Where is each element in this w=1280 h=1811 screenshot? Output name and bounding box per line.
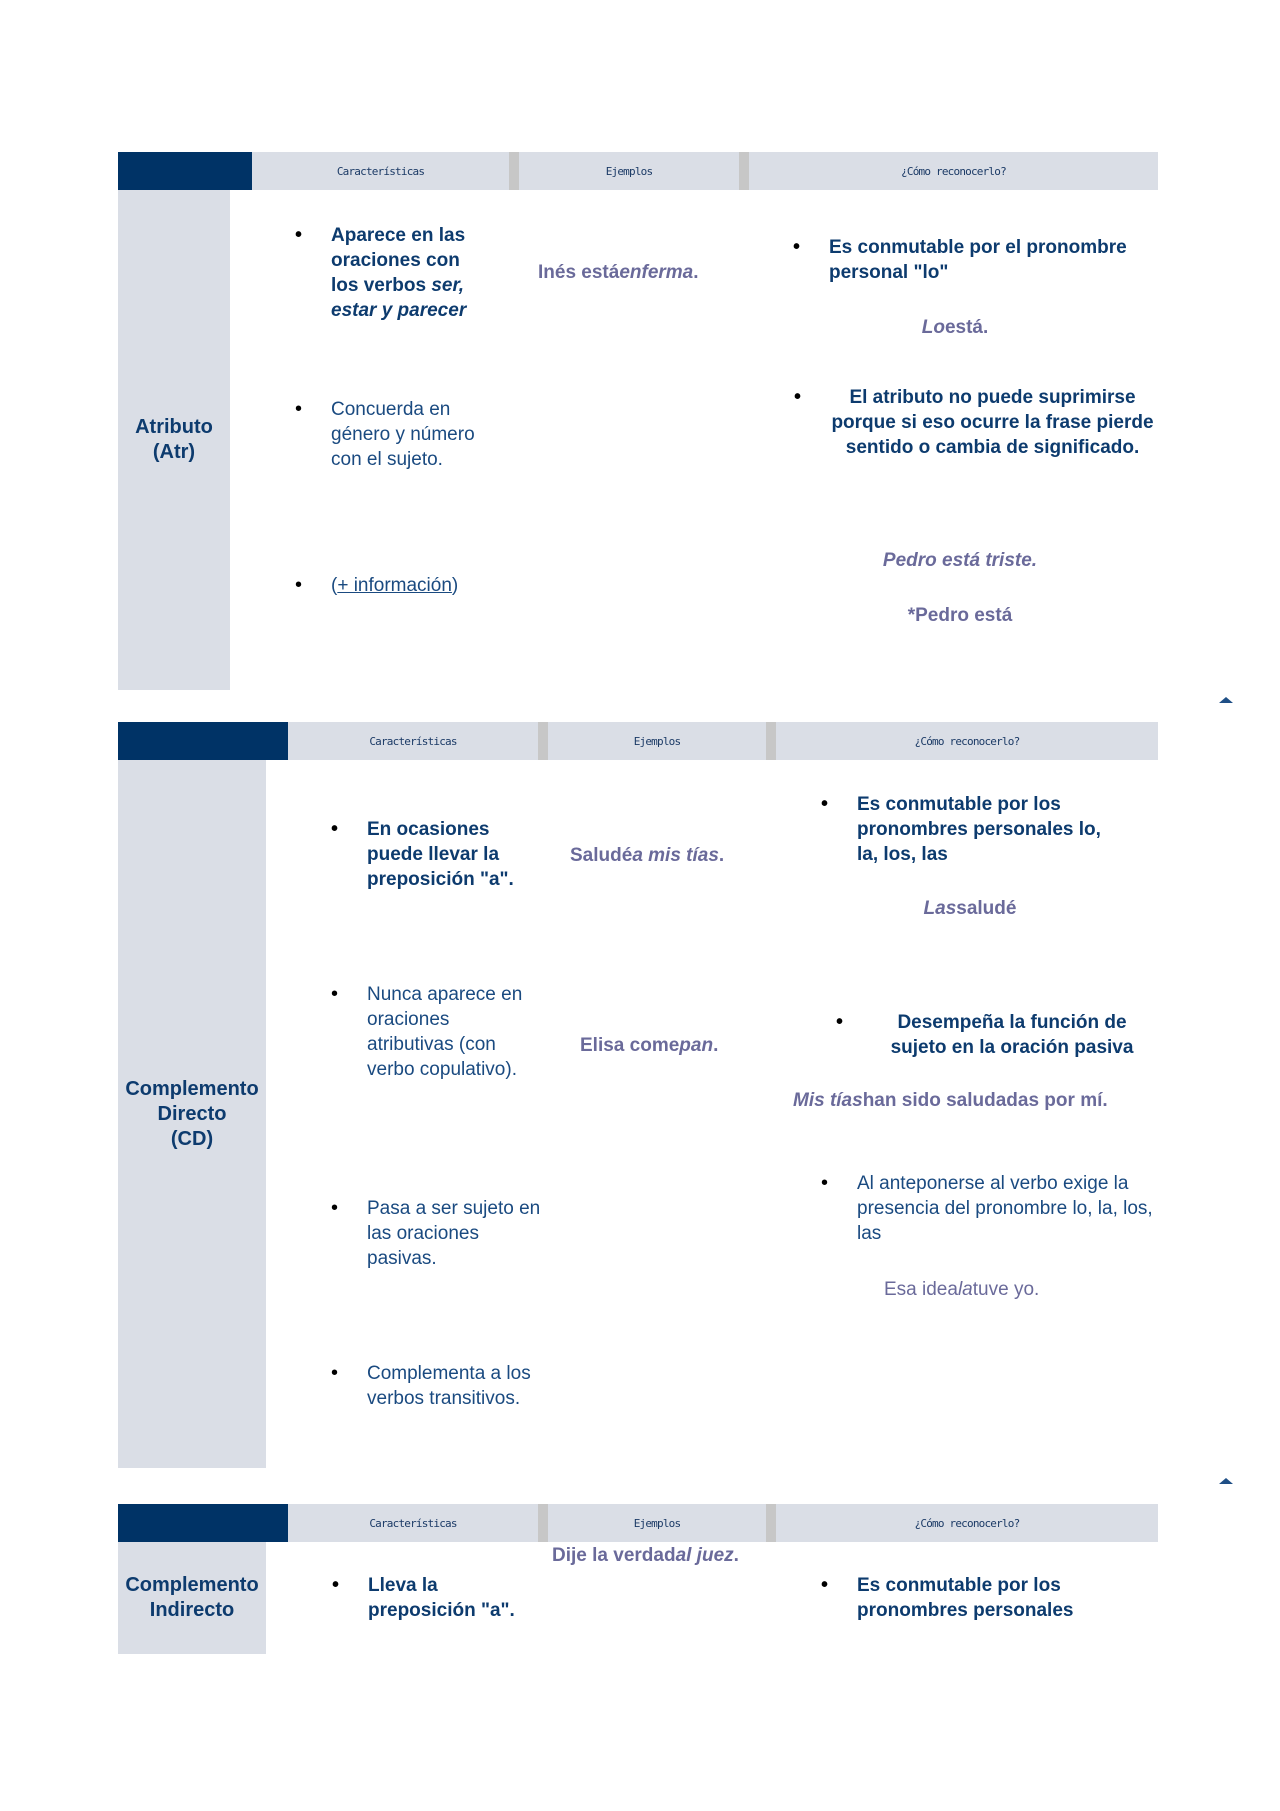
- text-italic: ser, estar: [331, 275, 465, 321]
- example-text: [538, 260, 699, 285]
- header-separator: [509, 152, 519, 190]
- header-characteristics: Características: [252, 152, 509, 190]
- text: .: [713, 1035, 719, 1056]
- text: Esa idea: [884, 1279, 958, 1300]
- recognize-example: [880, 896, 1060, 921]
- header-examples: Ejemplos: [548, 722, 766, 760]
- header-separator: [766, 1504, 776, 1542]
- text: Elisa come: [580, 1035, 680, 1056]
- back-to-top-icon[interactable]: [1219, 1478, 1233, 1484]
- header-dark-block: [118, 152, 252, 190]
- header-how-to-recognize: ¿Cómo reconocerlo?: [776, 1504, 1158, 1542]
- text: .: [733, 1545, 739, 1566]
- characteristic-item: • Nunca aparece en oraciones atributivas (con verbo copulativo).: [367, 982, 537, 1082]
- text-italic: enferma: [619, 262, 694, 283]
- characteristic-item: [331, 223, 491, 323]
- recognize-example: [830, 548, 1090, 573]
- text-italic: y: [376, 300, 398, 321]
- row-label-line: (Atr): [152, 441, 196, 463]
- row-label-line: Atributo: [135, 416, 213, 438]
- recognize-example: [793, 1088, 1173, 1113]
- text-italic: Pedro está triste.: [882, 550, 1038, 571]
- header-separator: [538, 1504, 548, 1542]
- text: Aparece en las oraciones con los verbos: [331, 225, 466, 296]
- example-text: [570, 843, 724, 868]
- paren: ): [451, 575, 459, 596]
- back-to-top-icon[interactable]: [1219, 697, 1233, 703]
- row-label-line: Indirecto: [149, 1599, 235, 1621]
- text-italic: la: [957, 1279, 973, 1300]
- recognize-item: • Es conmutable por el pronombre personal "lo": [829, 235, 1129, 285]
- recognize-example: [884, 1277, 1039, 1302]
- header-dark-block: [118, 722, 288, 760]
- header-examples: Ejemplos: [548, 1504, 766, 1542]
- header-separator: [538, 722, 548, 760]
- header-characteristics: Características: [288, 722, 538, 760]
- row-label-complemento-indirecto: [118, 1542, 266, 1654]
- text-italic: al juez: [675, 1545, 734, 1566]
- header-how-to-recognize: ¿Cómo reconocerlo?: [776, 722, 1158, 760]
- characteristic-item: • Complementa a los verbos transitivos.: [367, 1361, 537, 1411]
- row-label-line: Complemento: [125, 1077, 259, 1100]
- text-italic: Las: [923, 898, 957, 919]
- recognize-example: [870, 315, 1040, 340]
- recognize-item: • Al anteponerse al verbo exige la presencia del pronombre lo, la, los, las: [857, 1171, 1157, 1246]
- characteristic-item: • En ocasiones puede llevar la preposición "a".: [367, 817, 547, 892]
- text-italic: a mis tías: [632, 845, 719, 866]
- text: Dije la verdad: [552, 1545, 676, 1566]
- recognize-example: *Pedro está: [907, 605, 1013, 626]
- text-italic: Mis tías: [793, 1090, 863, 1111]
- recognize-item: • El atributo no puede suprimirse porque si eso ocurre la frase pierde sentido o cambia de significado.: [830, 385, 1155, 460]
- header-examples: Ejemplos: [519, 152, 739, 190]
- text: tuve yo.: [972, 1279, 1040, 1300]
- text-italic: pan: [679, 1035, 714, 1056]
- header-how-to-recognize: ¿Cómo reconocerlo?: [749, 152, 1158, 190]
- row-label-atributo: [118, 190, 230, 690]
- characteristic-item: • Pasa a ser sujeto en las oraciones pasivas.: [367, 1196, 547, 1271]
- row-label-line: (CD): [170, 1127, 214, 1150]
- row-label-complemento-directo: [118, 760, 266, 1468]
- recognize-item: • Es conmutable por los pronombres personales lo, la, los, las: [857, 792, 1127, 867]
- text: está.: [944, 317, 989, 338]
- recognize-item: • Es conmutable por los pronombres personales: [857, 1573, 1137, 1623]
- row-label-line: Directo: [157, 1102, 227, 1125]
- example-text: [580, 1033, 718, 1058]
- text: Saludé: [570, 845, 633, 866]
- recognize-item: • Desempeña la función de sujeto en la oración pasiva: [872, 1010, 1152, 1060]
- characteristic-item: [331, 573, 531, 598]
- example-text: [552, 1543, 739, 1568]
- text-italic: parecer: [397, 300, 467, 321]
- row-label-line: Complemento: [125, 1574, 259, 1596]
- more-info-link[interactable]: + información: [337, 575, 452, 596]
- header-dark-block: [118, 1504, 288, 1542]
- characteristic-item: • Lleva la preposición "a".: [368, 1573, 548, 1623]
- characteristic-item: • Concuerda en género y número con el sujeto.: [331, 397, 506, 472]
- header-separator: [739, 152, 749, 190]
- text: .: [718, 845, 725, 866]
- text: Inés está: [538, 262, 620, 283]
- text: saludé: [956, 898, 1017, 919]
- header-characteristics: Características: [288, 1504, 538, 1542]
- header-separator: [766, 722, 776, 760]
- text: han sido saludadas por mí.: [862, 1090, 1108, 1111]
- text-italic: Lo: [921, 317, 945, 338]
- paren: (: [331, 575, 338, 596]
- text: .: [693, 262, 699, 283]
